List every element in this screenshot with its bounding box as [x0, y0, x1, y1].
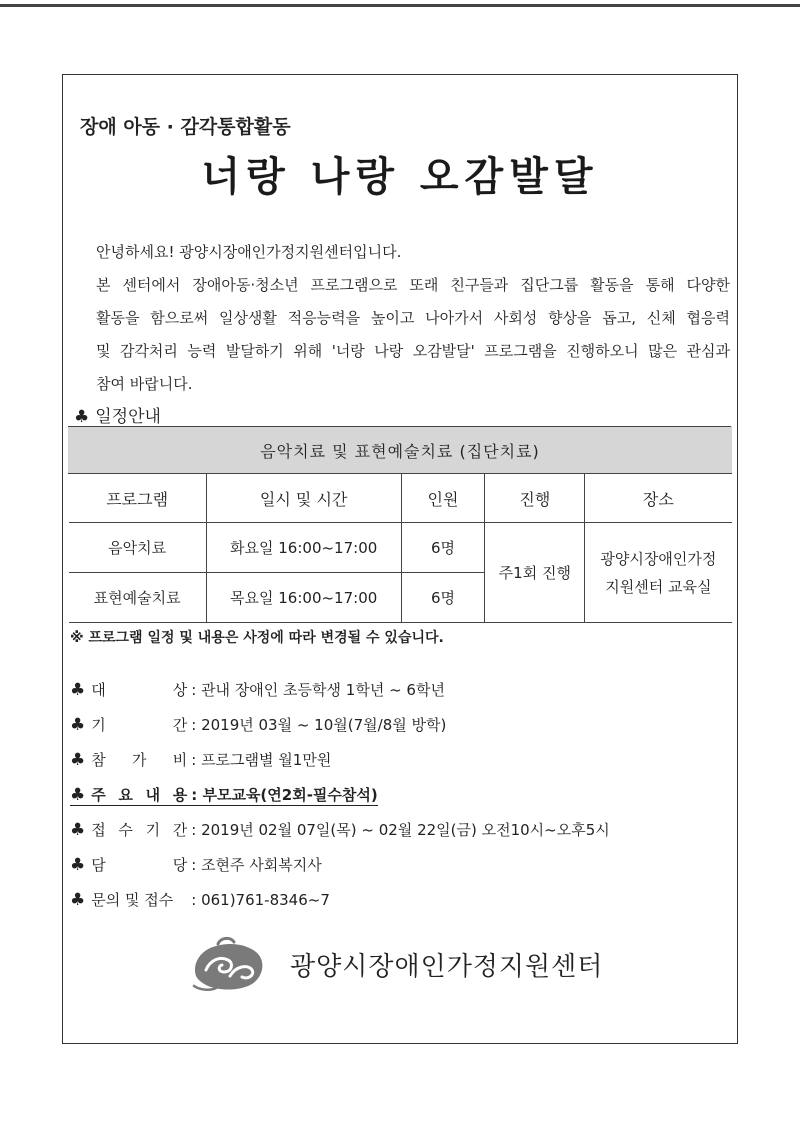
progress-cell: 주1회 진행	[485, 523, 585, 623]
info-value: : 061)761-8346~7	[191, 891, 330, 909]
intro-line-1: 본 센터에서 장애아동·청소년 프로그램으로 또래 친구들과 집단그룹 활동을 통해 다양한	[96, 276, 730, 294]
top-rule	[0, 4, 800, 7]
time-cell: 화요일 16:00~17:00	[206, 523, 401, 573]
program-cell: 표현예술치료	[69, 573, 207, 623]
schedule-table	[68, 426, 732, 623]
people-cell: 6명	[401, 523, 485, 573]
info-row-registration	[70, 815, 610, 850]
time-cell: 목요일 16:00~17:00	[206, 573, 401, 623]
place-line-1: 광양시장애인가정	[600, 549, 717, 568]
column-header: 장소	[585, 474, 732, 523]
page-title: 너랑 나랑 오감발달	[201, 154, 599, 200]
schedule-note: ※ 프로그램 일정 및 내용은 사정에 따라 변경될 수 있습니다.	[70, 630, 444, 646]
intro-text	[96, 236, 730, 401]
info-value: : 2019년 02월 07일(목) ~ 02월 22일(금) 오전10시~오후5시	[191, 821, 610, 839]
club-icon: ♣	[70, 890, 86, 910]
club-icon: ♣	[70, 715, 86, 735]
club-icon: ♣	[70, 750, 86, 770]
program-cell: 음악치료	[69, 523, 207, 573]
schedule-heading-label: 일정안내	[95, 407, 161, 427]
info-label: 문의 및 접수	[91, 891, 174, 909]
club-icon: ♣	[70, 820, 86, 840]
club-icon: ♣	[70, 680, 86, 700]
table-caption: 음악치료 및 표현예술치료 (집단치료)	[69, 427, 732, 474]
info-row-contact	[70, 885, 610, 920]
club-icon: ♣	[70, 785, 86, 805]
info-label: 대 상	[91, 681, 188, 699]
club-icon: ♣	[70, 855, 86, 875]
footer	[190, 936, 603, 992]
info-value: : 2019년 03월 ~ 10월(7월/8월 방학)	[191, 716, 447, 734]
info-label: 주 요 내 용	[91, 786, 188, 804]
place-line-2: 지원센터 교육실	[605, 577, 712, 596]
info-row-period	[70, 710, 610, 745]
intro-greeting: 안녕하세요! 광양시장애인가정지원센터입니다.	[96, 243, 402, 261]
intro-line-2: 활동을 함으로써 일상생활 적응능력을 높이고 나아가서 사회성 향상을 돕고, 신체 협응력	[96, 309, 730, 327]
column-header: 인원	[401, 474, 485, 523]
people-cell: 6명	[401, 573, 485, 623]
info-label: 접 수 기 간	[91, 821, 188, 839]
center-logo-icon	[190, 936, 268, 992]
subtitle: 장애 아동 · 감각통합활동	[80, 116, 291, 138]
info-value: : 프로그램별 월1만원	[191, 751, 332, 769]
info-row-manager	[70, 850, 610, 885]
info-value: : 관내 장애인 초등학생 1학년 ~ 6학년	[191, 681, 445, 699]
column-header: 프로그램	[69, 474, 207, 523]
info-label: 기 간	[91, 716, 188, 734]
column-header: 진행	[485, 474, 585, 523]
info-row-content	[70, 780, 610, 815]
info-value: : 부모교육(연2회-필수참석)	[191, 786, 378, 804]
club-icon: ♣	[74, 407, 90, 427]
column-header: 일시 및 시간	[206, 474, 401, 523]
schedule-heading	[74, 402, 161, 427]
place-cell	[585, 523, 732, 623]
info-label: 참 가 비	[91, 751, 188, 769]
info-label: 담 당	[91, 856, 188, 874]
table-row	[69, 523, 732, 573]
info-value: : 조현주 사회복지사	[191, 856, 322, 874]
intro-line-3: 및 감각처리 능력 발달하기 위해 '너랑 나랑 오감발달' 프로그램을 진행하오니 많은 관심과	[96, 342, 730, 360]
intro-line-4: 참여 바랍니다.	[96, 375, 193, 393]
footer-org-name: 광양시장애인가정지원센터	[290, 951, 604, 982]
info-list	[70, 675, 610, 920]
info-row-fee	[70, 745, 610, 780]
info-row-target	[70, 675, 610, 710]
